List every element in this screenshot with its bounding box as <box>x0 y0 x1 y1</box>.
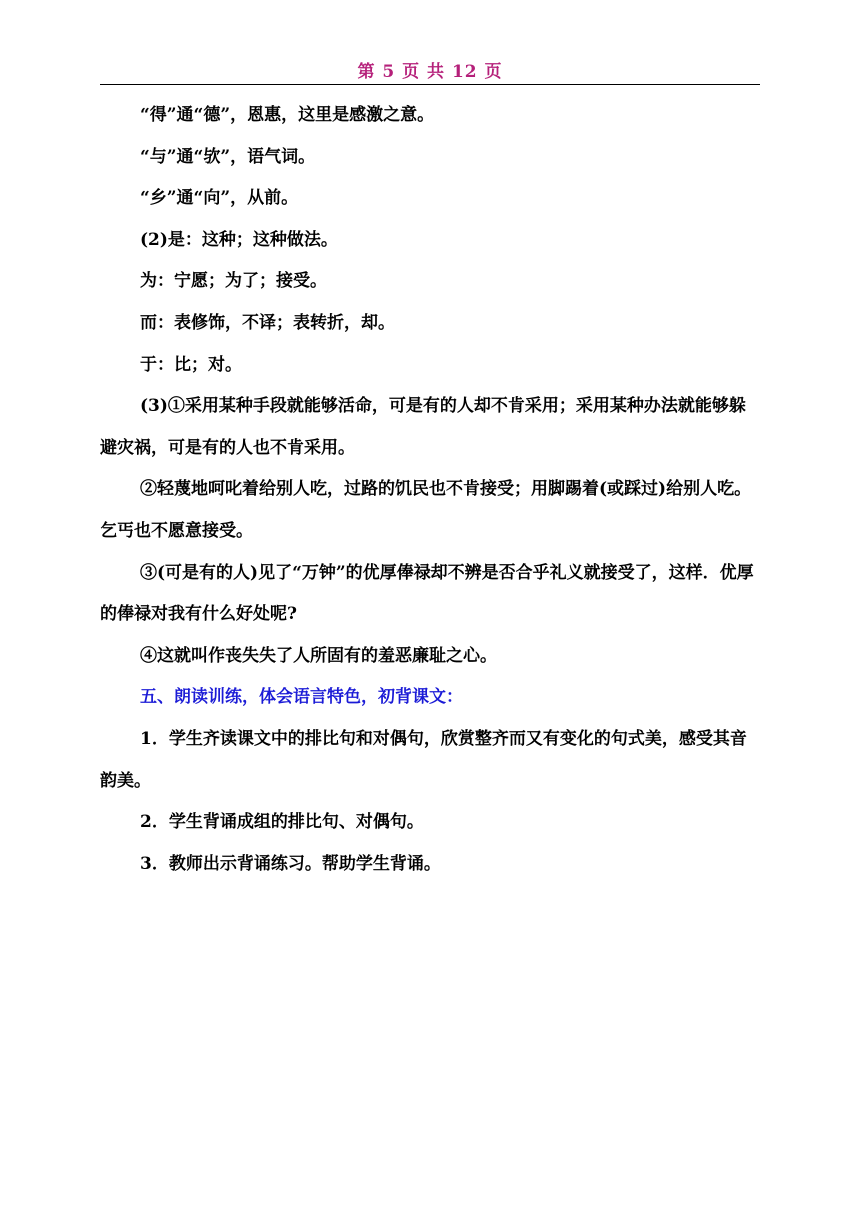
paragraph: “与”通“欤”，语气词。 <box>140 146 316 167</box>
page-header <box>100 52 760 85</box>
paragraph: ②轻蔑地呵叱着给别人吃，过路的饥民也不肯接受；用脚踢着(或踩过)给别人吃。乞丐也不愿意接受。 <box>100 479 752 541</box>
paragraph: 3．教师出示背诵练习。帮助学生背诵。 <box>140 853 441 874</box>
paragraph: “乡”通“向”，从前。 <box>140 188 299 209</box>
paragraph: 而：表修饰，不译；表转折，却。 <box>140 312 395 333</box>
paragraph: 1．学生齐读课文中的排比句和对偶句，欣赏整齐而又有变化的句式美，感受其音韵美。 <box>100 728 747 791</box>
paragraph: ③(可是有的人)见了“万钟”的优厚俸禄却不辨是否合乎礼义就接受了，这样．优厚的俸禄对我有什么好处呢? <box>100 562 754 625</box>
document-body <box>100 95 760 885</box>
paragraph: 于：比；对。 <box>140 354 242 375</box>
page-number-label: 第 5 页 共 12 页 <box>357 62 503 82</box>
section-heading: 五、朗读训练，体会语言特色，初背课文： <box>140 687 463 708</box>
paragraph: (2)是：这种；这种做法。 <box>140 229 338 250</box>
paragraph: “得”通“德”，恩惠，这里是感激之意。 <box>140 105 435 125</box>
paragraph: (3)①采用某种手段就能够活命，可是有的人却不肯采用；采用某种办法就能够躲避灾祸，可是有的人也不肯采用。 <box>100 396 746 458</box>
paragraph: 为：宁愿；为了；接受。 <box>140 271 327 292</box>
paragraph: 2．学生背诵成组的排比句、对偶句。 <box>140 812 424 833</box>
paragraph: ④这就叫作丧失失了人所固有的羞恶廉耻之心。 <box>140 645 497 666</box>
